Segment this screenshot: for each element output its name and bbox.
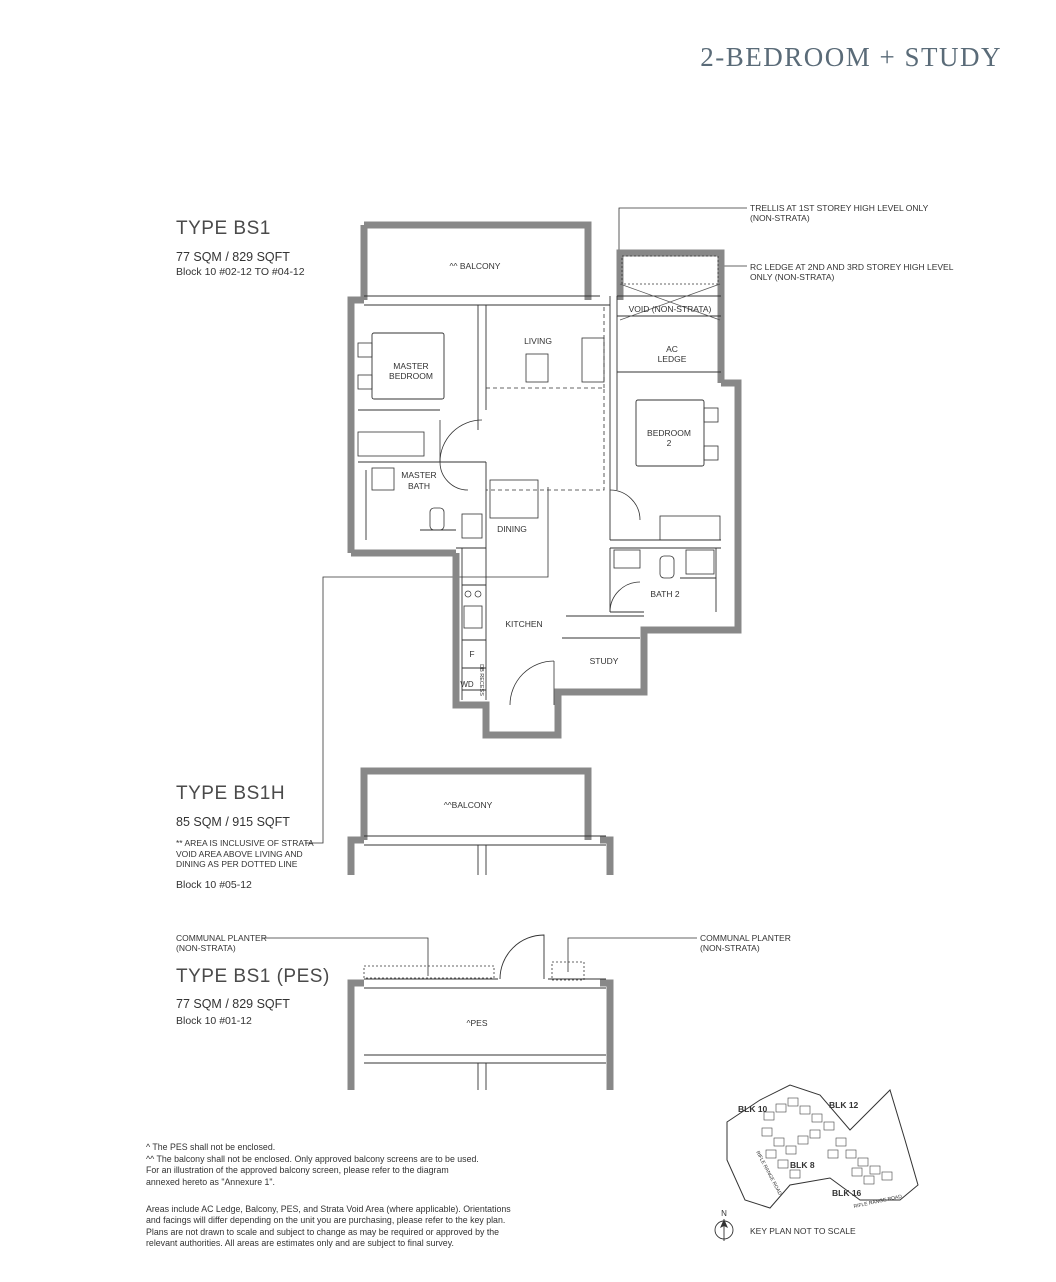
room-bath2: BATH 2	[650, 589, 680, 599]
planter-right-leader	[568, 938, 697, 972]
page-title: 2-BEDROOM + STUDY	[700, 42, 1002, 72]
key-plan-road2: RIFLE RANGE ROAD	[853, 1193, 903, 1210]
type-bs1-block: Block 10 #02-12 TO #04-12	[176, 266, 305, 278]
room-void: VOID (NON-STRATA)	[628, 304, 712, 314]
planter-left-leader	[262, 938, 428, 976]
footnote-pes: ^ The PES shall not be enclosed.	[146, 1142, 276, 1152]
room-dining: DINING	[497, 524, 527, 534]
trellis-leader	[619, 208, 747, 254]
washer-label: WD	[460, 680, 474, 689]
room-study: STUDY	[589, 656, 619, 666]
footnote-disclaimer: Areas include AC Ledge, Balcony, PES, and Strata Void Area (where applicable). Orientations and facings will differ depending on the unit you are purchasing, please refer to the key plan. Plans are not drawn to scale and subject to change as may be required or approved by the relevant authorities. All areas are estimates only and are subject to final survey.	[146, 1204, 511, 1249]
type-bs1-plan	[351, 225, 738, 735]
type-bs1-title: TYPE BS1	[176, 218, 271, 239]
key-plan-caption: KEY PLAN NOT TO SCALE	[750, 1226, 856, 1236]
room-master-bedroom-line2: BEDROOM	[389, 371, 433, 381]
type-bs1-pes-title: TYPE BS1 (PES)	[176, 966, 330, 987]
type-bs1-pes-plan	[351, 935, 610, 1090]
type-bs1h-area: 85 SQM / 915 SQFT	[176, 815, 290, 829]
room-pes: ^PES	[466, 1018, 488, 1028]
type-bs1h-title: TYPE BS1H	[176, 783, 286, 804]
type-bs1h-strata-note: ** AREA IS INCLUSIVE OF STRATA VOID AREA ABOVE LIVING AND DINING AS PER DOTTED LINE	[176, 838, 314, 869]
room-balcony: ^^ BALCONY	[449, 261, 501, 271]
type-bs1h-plan	[351, 771, 610, 875]
db-recess-label: DB RECESS	[478, 664, 484, 696]
key-plan-road1: RIFLE RANGE ROAD	[754, 1150, 783, 1197]
room-balcony-bs1h: ^^BALCONY	[443, 800, 493, 810]
callout-planter-left: COMMUNAL PLANTER (NON-STRATA)	[176, 933, 267, 953]
room-kitchen: KITCHEN	[505, 619, 543, 629]
type-bs1h-block: Block 10 #05-12	[176, 879, 252, 891]
callout-rc-ledge: RC LEDGE AT 2ND AND 3RD STOREY HIGH LEVEL ONLY (NON-STRATA)	[750, 262, 954, 282]
room-master-bath-line2: BATH	[407, 481, 431, 491]
room-ac-ledge-line2: LEDGE	[657, 354, 687, 364]
key-plan-blk12: BLK 12	[829, 1100, 859, 1110]
callout-trellis: TRELLIS AT 1ST STOREY HIGH LEVEL ONLY (NON-STRATA)	[750, 203, 929, 223]
footnote-balcony: ^^ The balcony shall not be enclosed. Only approved balcony screens are to be used. For an illustration of the approved balcony screen, please refer to the diagram annexed hereto as "Annexure 1".	[146, 1154, 479, 1187]
key-plan-blk8: BLK 8	[790, 1160, 815, 1170]
callout-planter-right: COMMUNAL PLANTER (NON-STRATA)	[700, 933, 791, 953]
key-plan	[715, 1085, 918, 1241]
room-bedroom2-line2: 2	[666, 438, 672, 448]
north-label: N	[721, 1209, 727, 1218]
room-bedroom2-line1: BEDROOM	[647, 428, 691, 438]
type-bs1-pes-area: 77 SQM / 829 SQFT	[176, 997, 290, 1011]
type-bs1-area: 77 SQM / 829 SQFT	[176, 250, 290, 264]
room-master-bath-line1: MASTER	[401, 470, 437, 480]
key-plan-blk16: BLK 16	[832, 1188, 862, 1198]
room-living: LIVING	[524, 336, 552, 346]
type-bs1-pes-block: Block 10 #01-12	[176, 1015, 252, 1027]
fridge-label: F	[469, 649, 475, 659]
room-master-bedroom-line1: MASTER	[393, 361, 429, 371]
void-cross	[620, 284, 720, 320]
key-plan-blk10: BLK 10	[738, 1104, 768, 1114]
strata-void-leader	[305, 487, 548, 843]
room-ac-ledge-line1: AC	[666, 344, 678, 354]
